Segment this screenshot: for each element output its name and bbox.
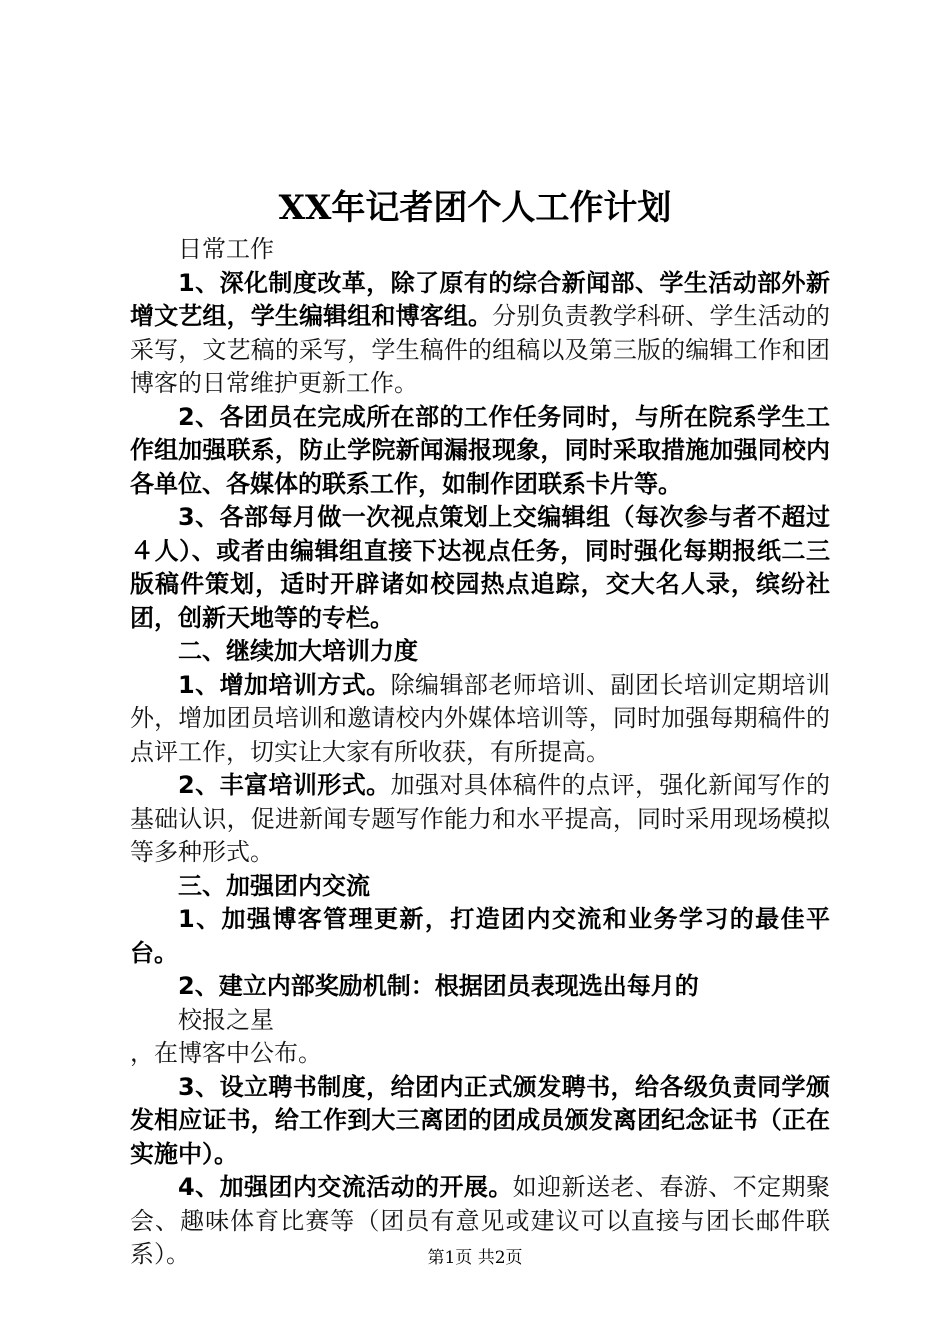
paragraph-bold: 3、设立聘书制度，给团内正式颁发聘书，给各级负责同学颁发相应证书，给工作到大三离团的团成员颁发离团纪念证书（正在实施中）。 [130,1072,830,1168]
paragraph [130,769,830,870]
paragraph-bold: 三、加强团内交流 [178,871,370,900]
paragraph-bold: 2、各团员在完成所在部的工作任务同时，与所在院系学生工作组加强联系，防止学院新闻漏报现象，同时采取措施加强同校内各单位、各媒体的联系工作，如制作团联系卡片等。 [130,402,830,498]
paragraph-bold: 二、继续加大培训力度 [178,637,418,665]
paragraph-text: 如迎新送老、春游、不定期聚会、趣味体育比赛等（团员有意见或建议可以直接与团长邮件联系）。 [130,1173,830,1268]
paragraph-bold: 2、建立内部奖励机制：根据团员表现选出每月的 [178,972,699,1000]
paragraph-text: 除编辑部老师培训、副团长培训定期培训外，增加团员培训和邀请校内外媒体培训等，同时加强每期稿件的点评工作，切实让大家有所收获，有所提高。 [130,670,830,766]
page-number-footer: 第1页 共2页 [427,1248,523,1268]
paragraph-bold: 1、加强博客管理更新，打造团内交流和业务学习的最佳平台。 [130,905,830,967]
paragraph [130,501,830,635]
section-heading [130,870,830,904]
paragraph [130,1037,830,1071]
paragraph-text: ，在博客中公布。 [130,1039,322,1067]
paragraph [130,669,830,770]
paragraph-bold: 1、深化制度改革，除了原有的综合新闻部、学生活动部外新增文艺组，学生编辑组和博客组。 [130,268,830,330]
paragraph [130,970,830,1004]
paragraph [130,1071,830,1172]
paragraph-text: 分别负责教学科研、学生活动的采写，文艺稿的采写，学生稿件的组稿以及第三版的编辑工作和团博客的日常维护更新工作。 [130,302,831,397]
paragraph [130,401,830,502]
document-body [130,233,830,1272]
paragraph [130,233,830,267]
paragraph [130,267,830,401]
section-heading [130,635,830,669]
paragraph [130,1004,830,1038]
paragraph-bold: 3、各部每月做一次视点策划上交编辑组（每次参与者不超过４人）、或者由编辑组直接下达视点任务，同时强化每期报纸二三版稿件策划，适时开辟诸如校园热点追踪，交大名人录，缤纷社团，创新天地等的专栏。 [130,503,830,632]
paragraph [130,903,830,970]
paragraph-bold: 1、增加培训方式。 [178,670,391,699]
paragraph-text: 日常工作 [178,235,274,263]
paragraph-text: 校报之星 [178,1005,274,1034]
paragraph-bold: 2、丰富培训形式。 [178,771,391,799]
paragraph-text: 加强对具体稿件的点评，强化新闻写作的基础认识，促进新闻专题写作能力和水平提高，同时采用现场模拟等多种形式。 [130,771,830,866]
paragraph-bold: 4、加强团内交流活动的开展。 [178,1173,513,1201]
document-title: XX年记者团个人工作计划 [278,188,672,228]
